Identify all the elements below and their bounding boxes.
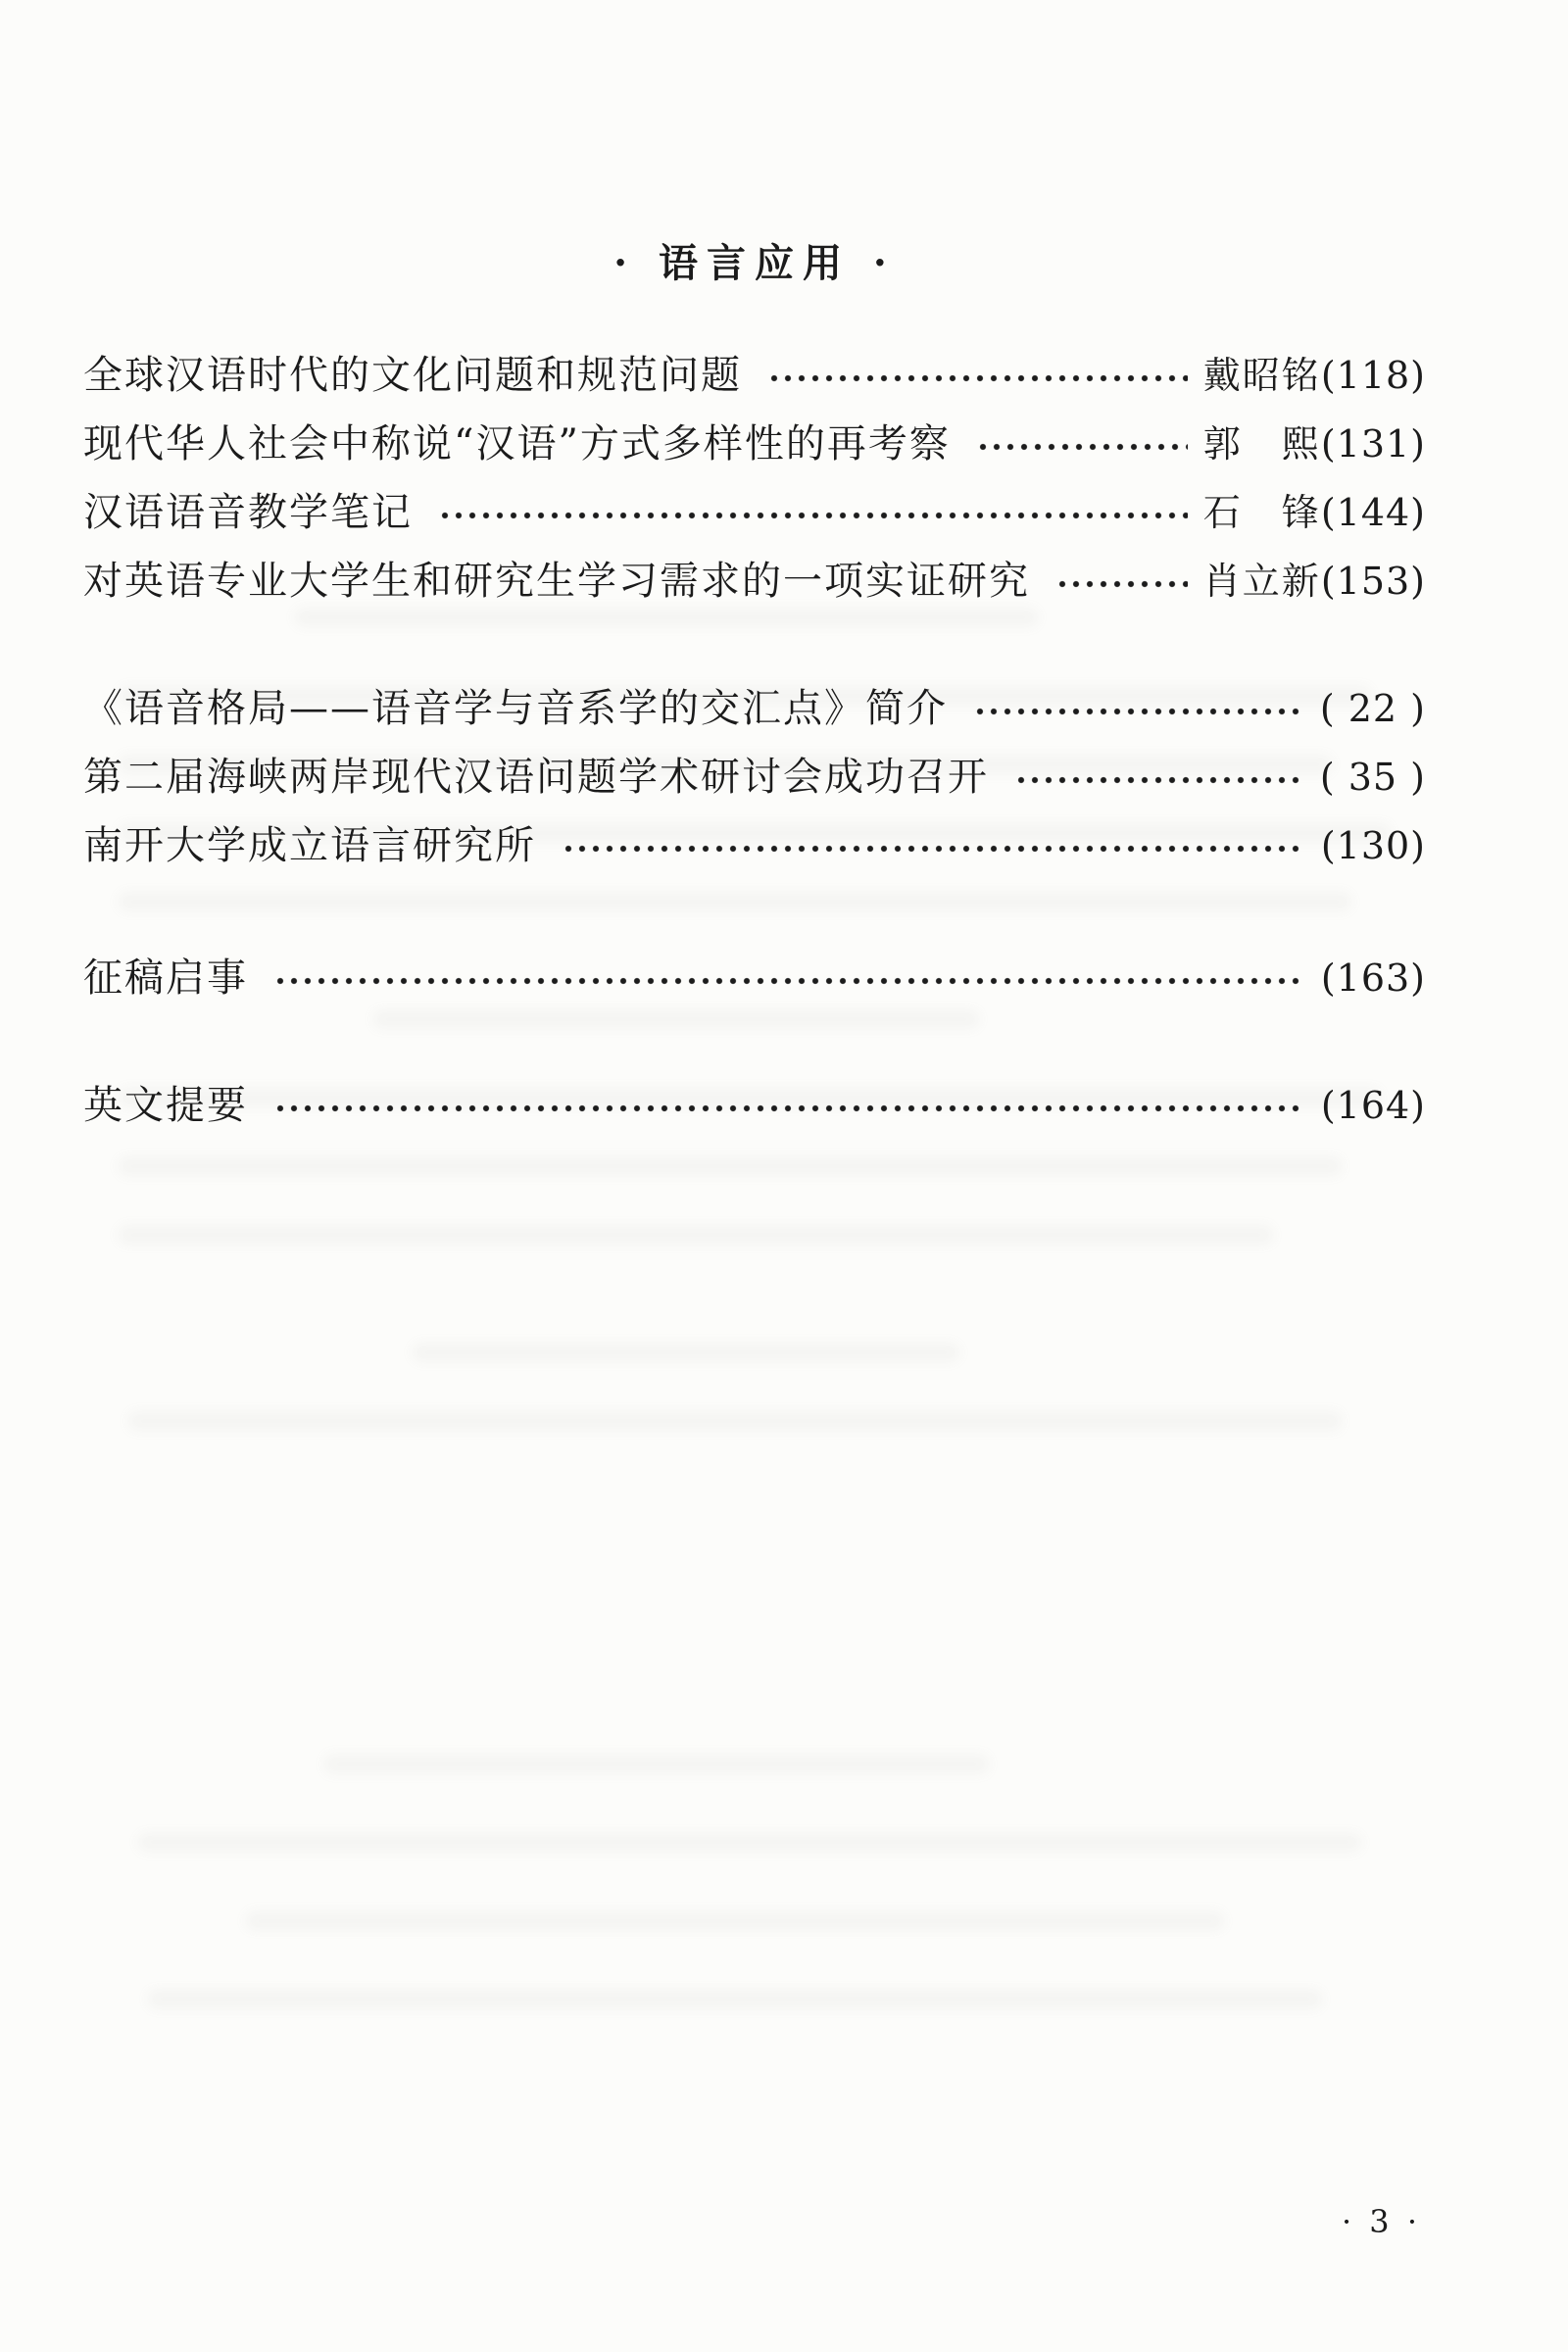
toc-entry — [83, 755, 1426, 800]
toc-entry-page: ( 22 ) — [1319, 687, 1426, 730]
toc-entry — [83, 956, 1426, 1001]
dot-leader — [1057, 580, 1188, 588]
dot-leader — [1016, 776, 1304, 784]
toc-entry-author: 石 锋 — [1202, 491, 1321, 534]
toc-entry-title: 第二届海峡两岸现代汉语问题学术研讨会成功召开 — [83, 755, 989, 800]
toc-content — [83, 0, 1426, 1152]
dot-leader — [275, 1104, 1305, 1112]
toc-entry-page: (144) — [1320, 491, 1426, 534]
toc-entry — [83, 490, 1426, 535]
toc-entry — [83, 421, 1426, 466]
toc-entry-title: 征稿启事 — [83, 956, 248, 1001]
toc-entry-page: (163) — [1320, 956, 1426, 1000]
dot-leader — [978, 443, 1188, 451]
toc-entry-author: 肖立新 — [1202, 560, 1321, 603]
toc-entry-title: 汉语语音教学笔记 — [83, 490, 413, 535]
toc-entry-page: ( 35 ) — [1319, 756, 1426, 799]
page-number: · 3 · — [1341, 2203, 1421, 2240]
toc-entry — [83, 1083, 1426, 1128]
toc-entry — [83, 686, 1426, 731]
toc-entry — [83, 823, 1426, 868]
toc-entry-author: 戴昭铭 — [1202, 354, 1321, 397]
dot-leader — [975, 708, 1304, 715]
toc-entry-page: (164) — [1320, 1084, 1426, 1127]
group-spacer — [83, 892, 1426, 956]
dot-leader — [275, 977, 1305, 985]
toc-entry-title: 对英语专业大学生和研究生学习需求的一项实证研究 — [83, 559, 1030, 604]
group-spacer — [83, 1024, 1426, 1083]
dot-leader — [564, 845, 1305, 853]
toc-entry-title: 《语音格局——语音学与音系学的交汇点》简介 — [83, 686, 948, 731]
group-spacer — [83, 627, 1426, 686]
toc-entry-page: (153) — [1320, 560, 1426, 603]
toc-entry-page: (131) — [1320, 422, 1426, 466]
toc-entry-author: 郭 熙 — [1202, 422, 1321, 466]
toc-entry-page: (130) — [1320, 824, 1426, 867]
toc-entry-title: 现代华人社会中称说“汉语”方式多样性的再考察 — [83, 421, 951, 466]
section-header: · 语言应用 · — [613, 240, 896, 286]
dot-leader — [440, 512, 1188, 519]
toc-entry — [83, 559, 1426, 604]
toc-entry — [83, 353, 1426, 398]
toc-entry-title: 全球汉语时代的文化问题和规范问题 — [83, 353, 742, 398]
toc-entry-page: (118) — [1320, 354, 1426, 397]
toc-entry-title: 英文提要 — [83, 1083, 248, 1128]
dot-leader — [769, 374, 1188, 382]
toc-entry-title: 南开大学成立语言研究所 — [83, 823, 536, 868]
